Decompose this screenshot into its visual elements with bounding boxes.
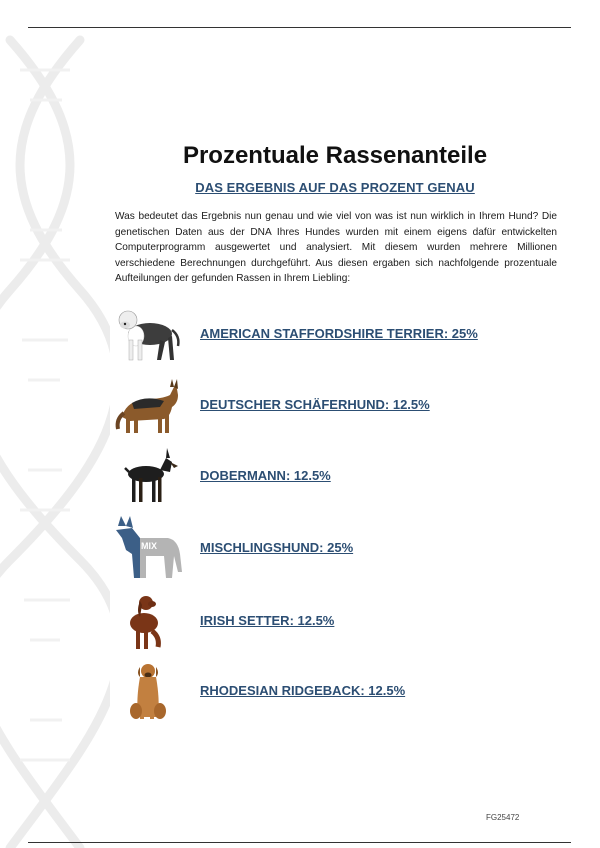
breed-row <box>110 373 560 437</box>
breed-label: IRISH SETTER: 12.5% <box>200 613 335 628</box>
breed-label: AMERICAN STAFFORDSHIRE TERRIER: 25% <box>200 326 478 341</box>
mixed-breed-icon <box>112 516 184 580</box>
doberman-icon <box>112 444 184 508</box>
breed-row <box>110 302 560 366</box>
rhodesian-ridgeback-icon <box>112 659 184 723</box>
german-shepherd-icon <box>112 373 184 437</box>
dna-helix-background <box>0 0 110 848</box>
breed-label: MISCHLINGSHUND: 25% <box>200 540 354 555</box>
document-code: FG25472 <box>486 813 520 822</box>
staffordshire-terrier-icon <box>112 302 184 366</box>
breed-row <box>110 659 560 723</box>
page-title: Prozentuale Rassenanteile <box>182 142 488 169</box>
mix-badge: MIX <box>141 541 158 551</box>
breed-label: DEUTSCHER SCHÄFERHUND: 12.5% <box>200 397 430 412</box>
breed-label: DOBERMANN: 12.5% <box>200 468 331 483</box>
bottom-divider <box>28 842 571 843</box>
intro-paragraph: Was bedeutet das Ergebnis nun genau und wie viel von was ist nun wirklich in Ihrem Hund? Die genetischen Daten aus der DNA Ihres Hundes wurden mit einem eigens dafür entwickelten Computerprogramm ausgewertet und analysiert. Mit diesem wurden mehrere Millionen verschiedene Berechnungen durchgeführt. Aus diesen ergaben sich nachfolgende prozentuale Aufteilungen der gefunden Rassen in Ihrem Liebling: <box>115 211 557 284</box>
page-subtitle: DAS ERGEBNIS AUF DAS PROZENT GENAU <box>195 180 475 195</box>
top-divider <box>28 27 571 28</box>
irish-setter-icon <box>112 589 184 653</box>
breed-label: RHODESIAN RIDGEBACK: 12.5% <box>200 683 406 698</box>
breed-row <box>110 444 560 508</box>
breed-row <box>110 589 560 653</box>
breed-row <box>110 516 560 580</box>
